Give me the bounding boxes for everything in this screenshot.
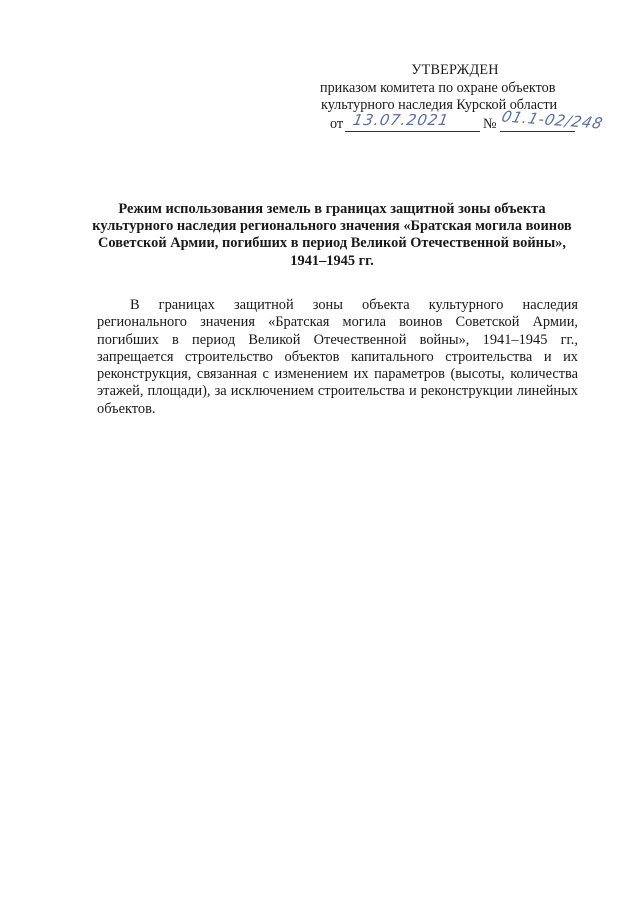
approval-order-line: приказом комитета по охране объектов [320,80,556,96]
approval-heading: УТВЕРЖДЕН [411,62,499,78]
number-label: № [483,116,497,132]
approval-committee-line: культурного наследия Курской области [321,97,558,113]
document-title: Режим использования земель в границах защитной зоны объекта культурного наследия регионального значения «Братская могила воинов Советской Армии, погибших в период Великой Отечественной войны», 1941–1945 гг. [92,201,572,269]
approval-block [300,62,606,136]
handwritten-number: 01.1-02/248 [499,107,606,133]
body-paragraph: В границах защитной зоны объекта культурного наследия регионального значения «Братская могила воинов Советской Армии, погибших в период Великой Отечественной войны», 1941–1945 гг., запрещается строительство объектов капитального строительства и их реконструкция, связанная с изменением их параметров (высоты, количества этажей, площади), за исключением строительства и реконструкции линейных объектов. [97,297,578,417]
number-underline [500,131,575,132]
date-underline [345,131,480,132]
date-label: от [330,116,344,132]
handwritten-date: 13.07.2021 [351,111,451,129]
approval-date-number-row [300,107,606,136]
